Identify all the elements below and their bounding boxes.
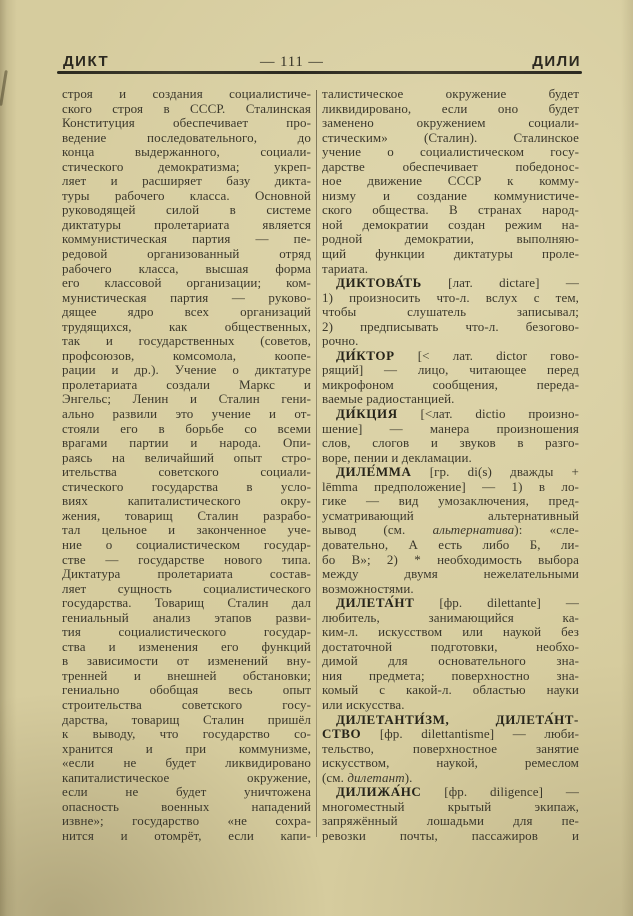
text-line: низму и создание коммунистиче- xyxy=(322,187,579,203)
text-segment: вывод (см. xyxy=(322,522,433,538)
text-line: чтобы слушатель записывал; xyxy=(322,304,579,320)
text-line: капиталистическое окружение, xyxy=(62,769,311,785)
text-line: строительства советского госу- xyxy=(62,696,311,712)
text-line: пролетариата создали Маркс и xyxy=(62,376,311,392)
text-line: ким-л. искусством или наукой без xyxy=(322,624,579,640)
text-line: его классовой организации; ком- xyxy=(62,275,311,291)
text-line xyxy=(322,596,579,611)
text-segment: [фр. dilettante] — xyxy=(414,595,579,611)
text-line: дарства, товарищ Сталин пришёл xyxy=(62,711,311,727)
text-line: рящий] — лицо, читающее перед xyxy=(322,362,579,378)
text-line: опасность военных нападений xyxy=(62,798,311,814)
entry-headword: ДИЛЕТАНТИ́ЗМ, ДИЛЕТА́НТ- xyxy=(336,711,579,727)
text-line: тал цельное и законченное уче- xyxy=(62,522,311,538)
text-line: 2) предписывать что-л. безогово- xyxy=(322,318,579,334)
text-line: родной демократии, выполняю- xyxy=(322,231,579,247)
text-line: Конституция обеспечивает про- xyxy=(62,115,311,131)
text-line: тариата. xyxy=(322,260,369,276)
text-line: ния предмета; поверхностно зна- xyxy=(322,667,579,683)
text-line xyxy=(322,276,579,291)
running-head xyxy=(0,53,633,71)
text-line: бо В»; 2) * необходимость выбора xyxy=(322,551,579,567)
text-line: профсоюзов, комсомола, коопе- xyxy=(62,347,311,363)
text-line: ваемые радиостанцией. xyxy=(322,391,455,407)
text-line: ликвидировано, если оно будет xyxy=(322,100,579,116)
text-segment: [фр. dilettantisme] — люби- xyxy=(361,726,579,742)
text-line: «если не будет ликвидировано xyxy=(62,755,311,771)
text-line: достаточной подготовки, необхо- xyxy=(322,638,579,654)
text-line: жения, товарищ Сталин разрабо- xyxy=(62,507,311,523)
text-line: ревозки почты, пассажиров и xyxy=(322,827,579,843)
text-line: в зависимости от изменений вну- xyxy=(62,653,311,669)
text-line: рабочего класса, высшая форма xyxy=(62,260,311,276)
text-line: слов, слогов и звуков в разго- xyxy=(322,435,579,451)
text-line xyxy=(322,713,579,728)
text-line: ительства советского социали- xyxy=(62,464,311,480)
text-line: коммунистическая партия — пе- xyxy=(62,231,311,247)
text-line: дящее ядро всех организаций xyxy=(62,304,311,320)
text-line: ского общества. В странах народ- xyxy=(322,202,579,218)
text-line: lēmma предположение] — 1) в ло- xyxy=(322,478,579,494)
text-line: раясь на величайший опыт стро- xyxy=(62,449,311,465)
text-line: ально развили это учение и от- xyxy=(62,406,311,422)
text-line: извне»; государство «не сохра- xyxy=(62,813,311,829)
text-line: к выводу, что государство со- xyxy=(62,726,311,742)
text-line xyxy=(322,407,579,422)
text-line: гениально обобщая весь опыт xyxy=(62,682,311,698)
text-line: 1) произносить что-л. вслух с тем, xyxy=(322,289,579,305)
text-line: возможностями. xyxy=(322,580,414,596)
text-line: Энгельс; Ленин и Сталин гени- xyxy=(62,391,311,407)
text-line: ведение последовательного, до xyxy=(62,129,311,145)
text-line: диктатуры пролетариата является xyxy=(62,216,311,232)
text-line: воре, пении и декламации. xyxy=(322,449,472,465)
text-line: гениальный анализ этапов разви- xyxy=(62,609,311,625)
entry-headword: ДИ́КЦИЯ xyxy=(336,406,398,422)
text-line: многоместный крытый экипаж, xyxy=(322,798,579,814)
text-line: между двумя нежелательными xyxy=(322,566,579,582)
text-line: дарстве обеспечивает победонос- xyxy=(322,158,579,174)
text-line: заменено окружением социали- xyxy=(322,115,579,131)
text-line: туры рабочего класса. Основной xyxy=(62,187,311,203)
text-line: запряжённый лошадьми для пе- xyxy=(322,813,579,829)
text-line: любитель, занимающийся ка- xyxy=(322,609,579,625)
cross-reference: альтернатива xyxy=(432,522,515,538)
text-line: ского строя в СССР. Сталинская xyxy=(62,100,311,116)
text-line: или искусства. xyxy=(322,696,405,712)
text-line: нится и отомрёт, если капи- xyxy=(62,827,311,843)
text-line xyxy=(322,727,579,742)
text-line: ние о социалистическом государ- xyxy=(62,536,311,552)
text-line: руководящей силой в системе xyxy=(62,202,311,218)
text-line: талистическое окружение будет xyxy=(322,86,579,101)
text-line: димой для основательного зна- xyxy=(322,653,579,669)
text-line: комый с какой-л. областью науки xyxy=(322,682,579,698)
left-column xyxy=(62,87,311,843)
guide-word-left: ДИКТ xyxy=(63,53,110,70)
text-line: хранится и при коммунизме, xyxy=(62,740,311,756)
text-segment: [гр. di(s) дважды + xyxy=(411,464,579,480)
text-segment: [< лат. dictor гово- xyxy=(394,347,579,363)
text-line: стояли его в борьбе со всеми xyxy=(62,420,311,436)
text-line: искусством, наукой, ремеслом xyxy=(322,755,579,771)
entry-headword: ДИЛИЖА́НС xyxy=(336,784,422,800)
text-line: рочно. xyxy=(322,333,359,349)
text-line: если не будет уничтожена xyxy=(62,784,311,800)
text-line: микрофоном сообщения, переда- xyxy=(322,376,579,392)
text-line: стического демократизма; укреп- xyxy=(62,158,311,174)
cross-reference: дилетант xyxy=(347,769,405,785)
text-line: довательно, А есть либо Б, ли- xyxy=(322,536,579,552)
text-line: стического государства в усло- xyxy=(62,478,311,494)
text-line: щий функции диктатуры проле- xyxy=(322,246,579,262)
text-line: редовой организованный отряд xyxy=(62,246,311,262)
page-edge-mark xyxy=(0,70,8,106)
text-line: конца выдержанного, социали- xyxy=(62,144,311,160)
text-line: врагами партии и народа. Опи- xyxy=(62,435,311,451)
text-segment: (см. xyxy=(322,769,348,785)
guide-word-right: ДИЛИ xyxy=(532,53,581,70)
entry-headword: СТВО xyxy=(322,726,362,742)
column-divider xyxy=(316,90,317,837)
entry-headword: ДИЛЕ́ММА xyxy=(336,464,412,480)
text-line: мунистическая партия — руково- xyxy=(62,289,311,305)
text-line: усматривающий альтернативный xyxy=(322,507,579,523)
page-number: — 111 — xyxy=(260,54,324,70)
text-line: ляет и расширяет базу дикта- xyxy=(62,173,311,189)
text-line xyxy=(322,785,579,800)
text-segment: ). xyxy=(404,769,413,785)
text-line: рации и др.). Учение о диктатуре xyxy=(62,362,311,378)
text-segment: ): «сле- xyxy=(514,522,579,538)
text-segment: [<лат. dictio произно- xyxy=(397,406,579,422)
text-line: ное движение СССР к комму- xyxy=(322,173,579,189)
text-segment: [лат. dictare] — xyxy=(421,275,579,291)
text-line: государства. Товарищ Сталин дал xyxy=(62,595,311,611)
text-segment: [фр. diligence] — xyxy=(421,784,579,800)
text-line: гике — вид умозаключения, пред- xyxy=(322,493,579,509)
text-line: шение] — манера произношения xyxy=(322,420,579,436)
text-line: ной демократии создан режим на- xyxy=(322,216,579,232)
text-line: тельство, поверхностное занятие xyxy=(322,740,579,756)
entry-headword: ДИКТОВА́ТЬ xyxy=(336,275,422,291)
text-line xyxy=(322,771,579,786)
text-line: тренней и внешней обстановки; xyxy=(62,667,311,683)
text-line xyxy=(322,523,579,538)
text-line: ляет сущность социалистического xyxy=(62,580,311,596)
text-line: строя и создания социалистиче- xyxy=(62,86,311,101)
right-column xyxy=(322,87,579,843)
text-line: тия социалистического государ- xyxy=(62,624,311,640)
text-line: виях капиталистического окру- xyxy=(62,493,311,509)
text-line: так и государственных (советов, xyxy=(62,333,311,349)
text-line: учение о социалистическом госу- xyxy=(322,144,579,160)
text-line: Диктатура пролетариата состав- xyxy=(62,566,311,582)
text-line: стве — государстве нового типа. xyxy=(62,551,311,567)
text-line: трудящихся, как общественных, xyxy=(62,318,311,334)
text-line: стическим» (Сталин). Сталинское xyxy=(322,129,579,145)
text-line xyxy=(322,349,579,364)
text-line xyxy=(322,465,579,480)
header-rule xyxy=(57,71,582,74)
text-line: ства и изменения его функций xyxy=(62,638,311,654)
entry-headword: ДИЛЕТА́НТ xyxy=(336,595,415,611)
entry-headword: ДИ́КТОР xyxy=(336,347,395,363)
